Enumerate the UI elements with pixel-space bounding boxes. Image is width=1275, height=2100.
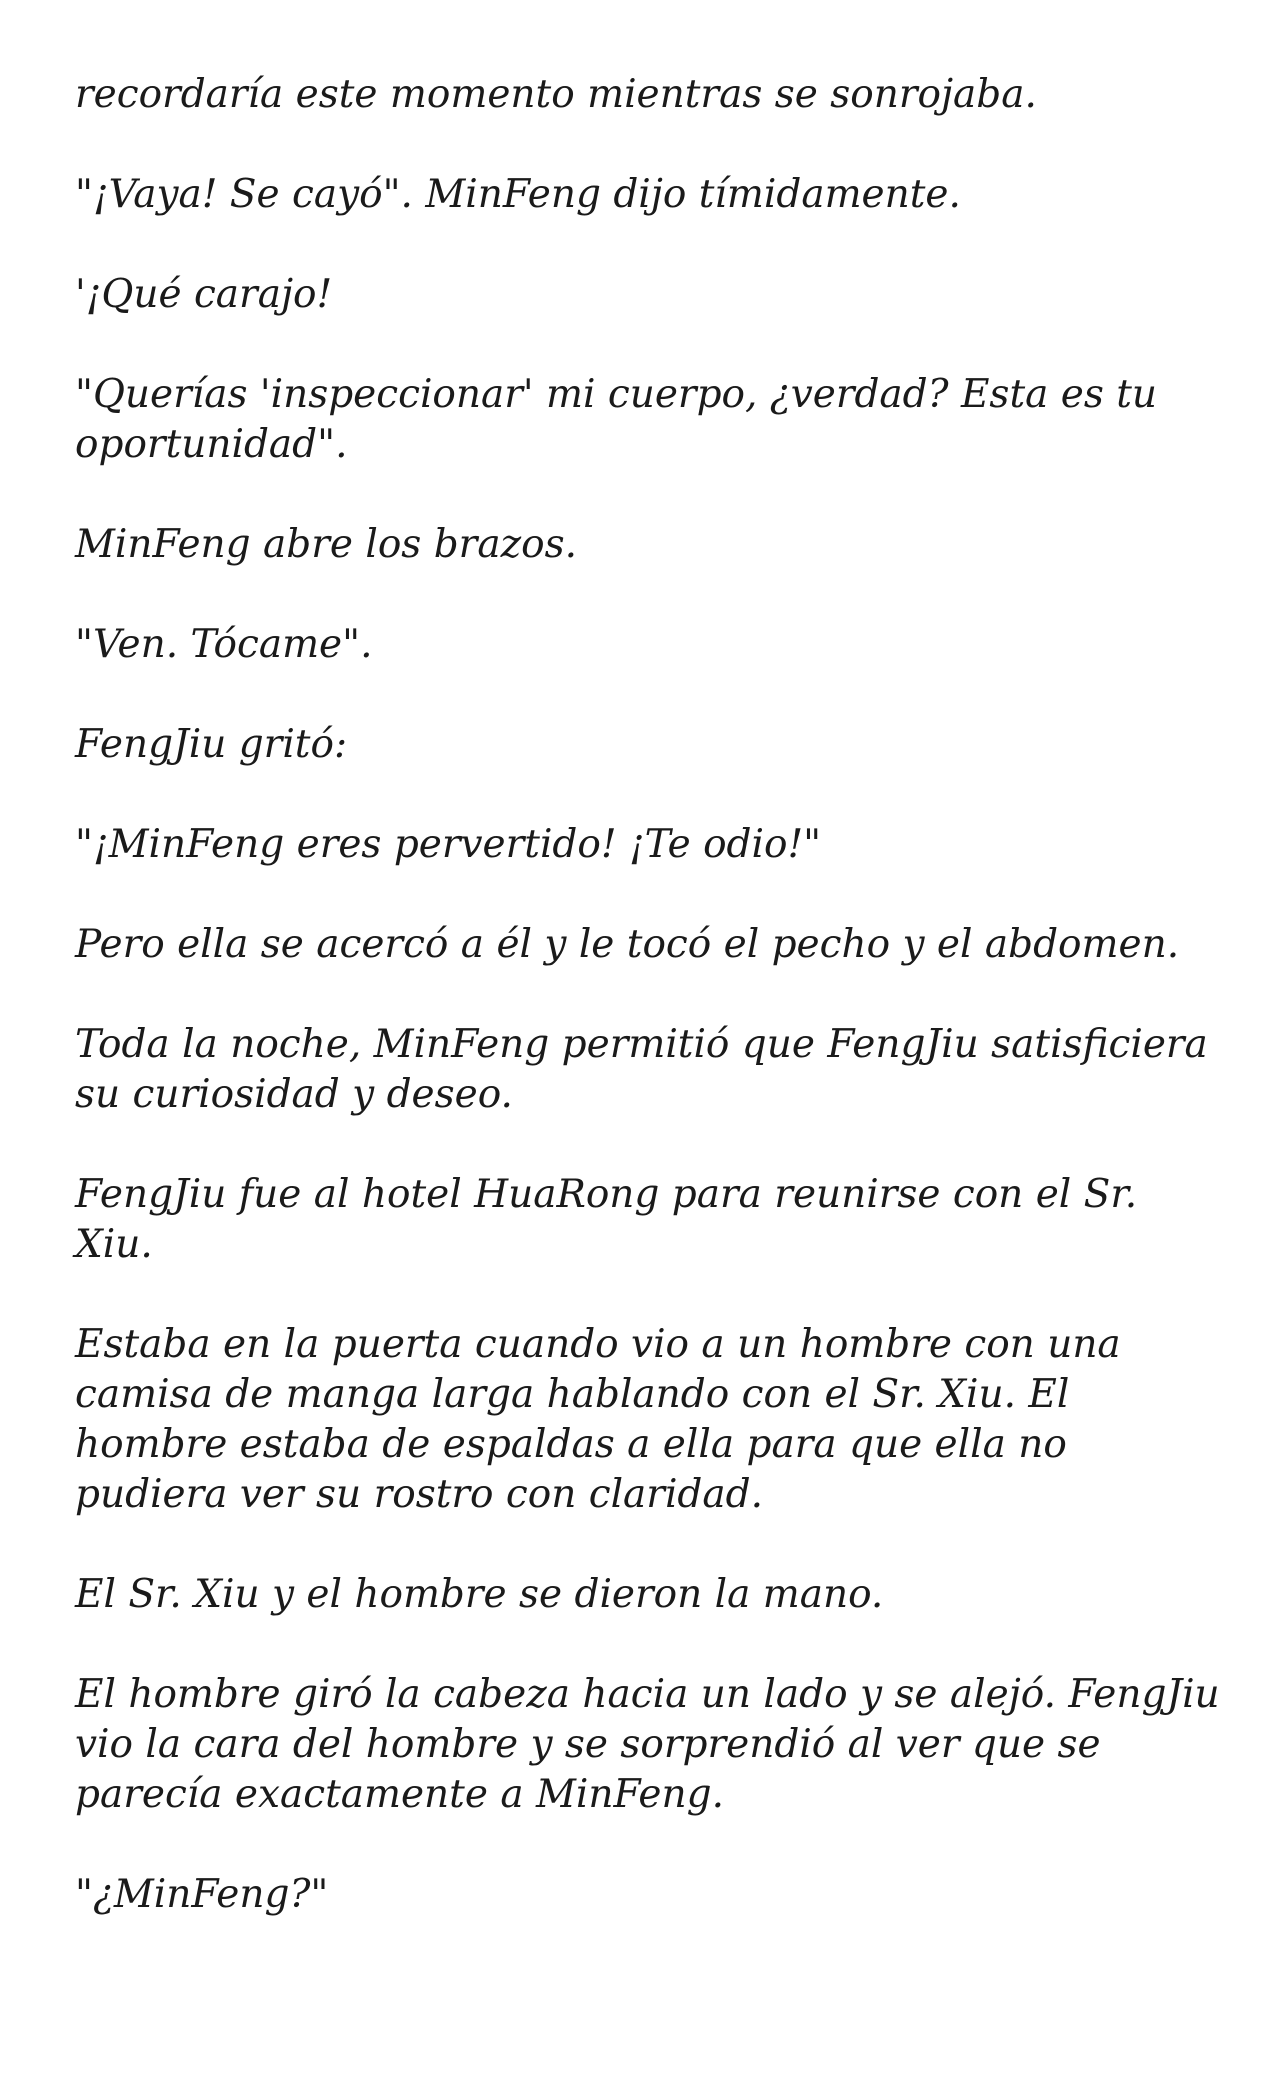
paragraph-12: Estaba en la puerta cuando vio a un hombre con una camisa de manga larga hablando con el Sr. Xiu. El hombre estaba de espaldas a ella para que ella no pudiera ver su rostro con claridad. xyxy=(75,1322,1121,1517)
paragraph-8: "¡MinFeng eres pervertido! ¡Te odio!" xyxy=(75,822,822,867)
paragraph-1: recordaría este momento mientras se sonrojaba. xyxy=(75,72,1037,117)
paragraph-13: El Sr. Xiu y el hombre se dieron la mano. xyxy=(75,1572,884,1617)
paragraph-4: "Querías 'inspeccionar' mi cuerpo, ¿verdad? Esta es tu oportunidad". xyxy=(75,372,1158,467)
paragraph-7: FengJiu gritó: xyxy=(75,722,348,767)
paragraph-2: "¡Vaya! Se cayó". MinFeng dijo tímidamente. xyxy=(75,172,961,217)
paragraph-3: '¡Qué carajo! xyxy=(75,272,333,317)
paragraph-6: "Ven. Tócame". xyxy=(75,622,373,667)
paragraph-14: El hombre giró la cabeza hacia un lado y se alejó. FengJiu vio la cara del hombre y se sorprendió al ver que se parecía exactamente a MinFeng. xyxy=(75,1672,1220,1817)
paragraph-11: FengJiu fue al hotel HuaRong para reunirse con el Sr. Xiu. xyxy=(75,1172,1138,1267)
paragraph-10: Toda la noche, MinFeng permitió que FengJiu satisficiera su curiosidad y deseo. xyxy=(75,1022,1208,1117)
paragraph-15: "¿MinFeng?" xyxy=(75,1872,329,1917)
paragraph-9: Pero ella se acercó a él y le tocó el pecho y el abdomen. xyxy=(75,922,1180,967)
paragraph-5: MinFeng abre los brazos. xyxy=(75,522,578,567)
